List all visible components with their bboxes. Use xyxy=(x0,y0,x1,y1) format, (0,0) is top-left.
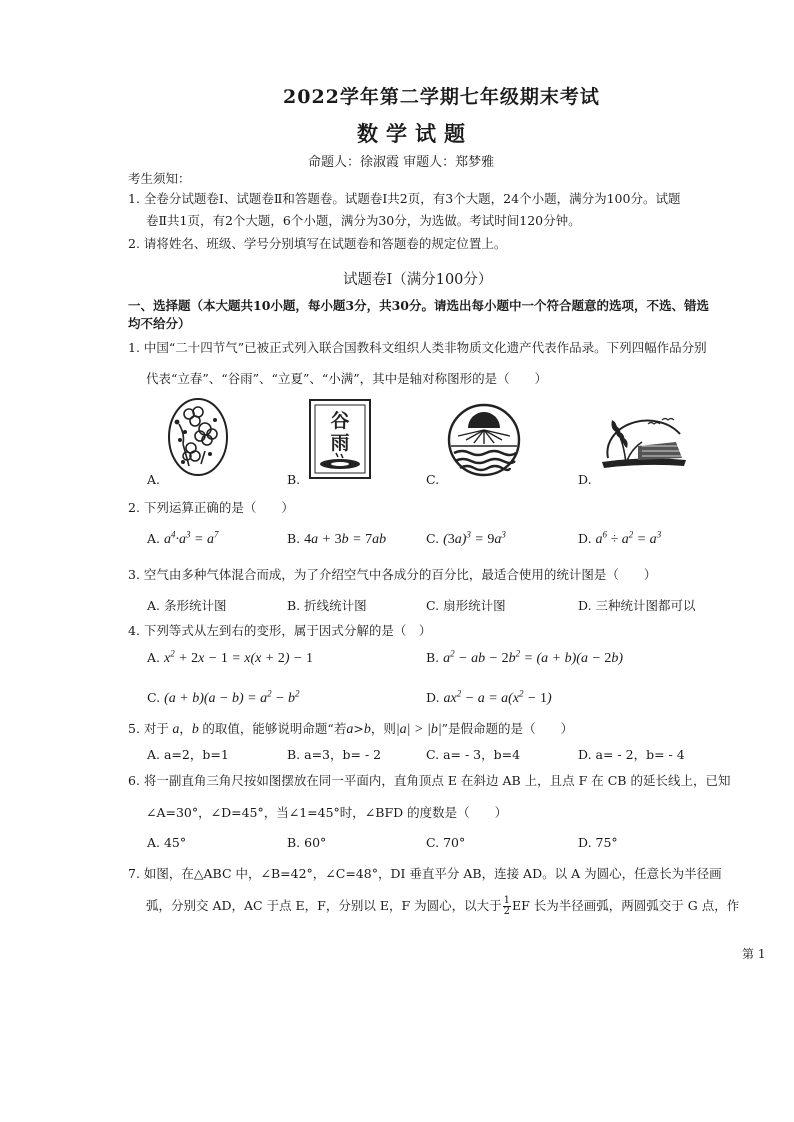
q5-option-b: B. a=3，b= - 2 xyxy=(287,747,382,762)
q5-option-a: A. a=2，b=1 xyxy=(147,747,229,762)
q4-option-b-expr: $a^2$ − ab − $2b^2 = (a + b)(a - 2b)$ xyxy=(443,648,624,666)
notice-item-1-line-1: 1. 全卷分试题卷Ⅰ、试题卷Ⅱ和答题卷。试题卷Ⅰ共2页，有3个大题，24个小题，满分为100分。试题 xyxy=(128,191,681,206)
q2-option-d xyxy=(578,531,661,548)
q2-option-c xyxy=(426,531,506,548)
q5-stem: 5. 对于 a，b 的取值，能够说明命题“若a>b，则|a| > |b|”是假命题的是（ ） xyxy=(128,721,574,737)
q6-stem-line-1: 6. 将一副直角三角尺按如图摆放在同一平面内，直角顶点 E 在斜边 AB 上，且点 F 在 CB 的延长线上，已知 xyxy=(128,773,731,788)
q5-option-d: D. a= - 2，b= - 4 xyxy=(578,747,685,762)
q4-option-a xyxy=(147,650,313,667)
q7-fraction-denominator: 2 xyxy=(503,906,510,917)
q3-option-b: B. 折线统计图 xyxy=(287,598,367,613)
q5-stem-abs: |a| > |b| xyxy=(395,722,442,737)
q7-fraction-numerator: 1 xyxy=(503,895,510,906)
q7-fraction-half xyxy=(503,896,511,917)
q1-figure-b-char-2: 雨 xyxy=(330,432,350,454)
q4-option-b xyxy=(426,650,623,667)
part1-heading-line-2: 均不给分） xyxy=(128,316,191,331)
q1-figure-c-sun-waves xyxy=(446,402,522,478)
q5-stem-part-a: 5. 对于 xyxy=(128,721,169,736)
q1-option-a-label: A. xyxy=(147,472,161,487)
q4-option-c-label: C. xyxy=(147,690,161,705)
q6-option-d: D. 75° xyxy=(578,835,618,850)
page-number: 第 1 xyxy=(742,947,766,961)
q4-option-a-label: A. xyxy=(147,650,161,665)
q2-option-a-expr: $a^4\cdot a^3 = a^7$ xyxy=(164,529,219,547)
q5-stem-part-d: ”是假命题的是（ ） xyxy=(441,721,574,736)
q2-option-a xyxy=(147,531,218,548)
notice-item-2: 2. 请将姓名、班级、学号分别填写在试题卷和答题卷的规定位置上。 xyxy=(128,236,507,251)
q4-option-b-label: B. xyxy=(426,650,440,665)
section-title: 试题卷Ⅰ（满分100分） xyxy=(343,272,493,288)
q2-option-d-label: D. xyxy=(578,531,592,546)
q4-option-d xyxy=(426,690,552,707)
q1-option-d-label: D. xyxy=(578,472,592,487)
q1-figure-b-char-1: 谷 xyxy=(330,410,350,432)
q3-option-d: D. 三种统计图都可以 xyxy=(578,598,696,613)
q4-option-d-expr: $ax^2 - a = a(x^2 - 1)$ xyxy=(443,688,552,706)
q2-option-d-expr: $a^6 \div a^2 = a^3$ xyxy=(595,529,662,547)
q1-figure-d-wheat-field xyxy=(598,406,690,476)
q5-option-c: C. a= - 3，b=4 xyxy=(426,747,521,762)
exam-authors: 命题人：徐淑霞 审题人：郑梦雅 xyxy=(308,155,495,170)
notice-heading: 考生须知： xyxy=(128,171,191,186)
q2-stem: 2. 下列运算正确的是（ ） xyxy=(128,500,294,515)
q2-option-c-label: C. xyxy=(426,531,440,546)
q1-stem-line-1: 1. 中国“二十四节气”已被正式列入联合国教科文组织人类非物质文化遗产代表作品录。下列四幅作品分别 xyxy=(128,340,707,355)
q4-stem: 4. 下列等式从左到右的变形，属于因式分解的是（ ） xyxy=(128,623,432,638)
q5-stem-vars: a xyxy=(168,722,180,737)
q4-option-c-expr: $(a + b)(a - b) = a^2 - b^2$ xyxy=(164,688,300,706)
q1-figure-b-guyu-stamp xyxy=(308,398,372,480)
q4-option-a-expr: $x^2 + 2x - 1 = x(x + 2) - 1$ xyxy=(164,648,313,666)
q1-option-c-label: C. xyxy=(426,472,440,487)
q3-option-a: A. 条形统计图 xyxy=(147,598,227,613)
q5-stem-part-c: ，则 xyxy=(370,721,396,736)
q3-stem: 3. 空气由多种气体混合而成，为了介绍空气中各成分的百分比，最适合使用的统计图是（ ） xyxy=(128,567,657,582)
q6-option-a: A. 45° xyxy=(147,835,187,850)
q1-option-b-label: B. xyxy=(287,472,301,487)
q2-option-b xyxy=(287,531,386,548)
q2-option-c-expr: $(3a)^3 = 9a^3$ xyxy=(443,529,506,547)
q6-option-b: B. 60° xyxy=(287,835,327,850)
q1-stem-line-2: 代表“立春”、“谷雨”、“立夏”、“小满”，其中是轴对称图形的是（ ） xyxy=(146,371,548,386)
q2-option-b-expr: 4a + 3b = 7ab xyxy=(304,532,387,547)
q6-option-c: C. 70° xyxy=(426,835,466,850)
q1-figure-a-flower-oval xyxy=(165,396,231,478)
part1-heading-line-1: 一、选择题（本大题共10小题，每小题3分，共30分。请选出每小题中一个符合题意的选项，不选、错选 xyxy=(128,298,709,313)
exam-subtitle: 数学试题 xyxy=(357,121,473,146)
q7-stem-line-2-part-b: EF 长为半径画弧，两圆弧交于 G 点，作 xyxy=(511,898,740,913)
exam-title: 2022学年第二学期七年级期末考试 xyxy=(283,86,600,108)
q4-option-c xyxy=(147,690,300,707)
q2-option-a-label: A. xyxy=(147,531,161,546)
q7-stem-line-1: 7. 如图，在△ABC 中，∠B=42°，∠C=48°，DI 垂直平分 AB，连接 AD。以 A 为圆心，任意长为半径画 xyxy=(128,866,722,881)
q7-stem-line-2 xyxy=(146,896,739,917)
q6-stem-line-2: ∠A=30°，∠D=45°，当∠1=45°时，∠BFD 的度数是（ ） xyxy=(146,805,508,820)
q2-option-b-label: B. xyxy=(287,531,301,546)
q5-stem-part-b: 的取值，能够说明命题“若 xyxy=(202,721,347,736)
q7-stem-line-2-part-a: 弧，分别交 AD，AC 于点 E，F，分别以 E，F 为圆心，以大于 xyxy=(146,898,502,913)
q3-option-c: C. 扇形统计图 xyxy=(426,598,506,613)
q4-option-d-label: D. xyxy=(426,690,440,705)
notice-item-1-line-2: 卷Ⅱ共1页，有2个大题，6个小题，满分为30分，为选做。考试时间120分钟。 xyxy=(146,213,581,228)
